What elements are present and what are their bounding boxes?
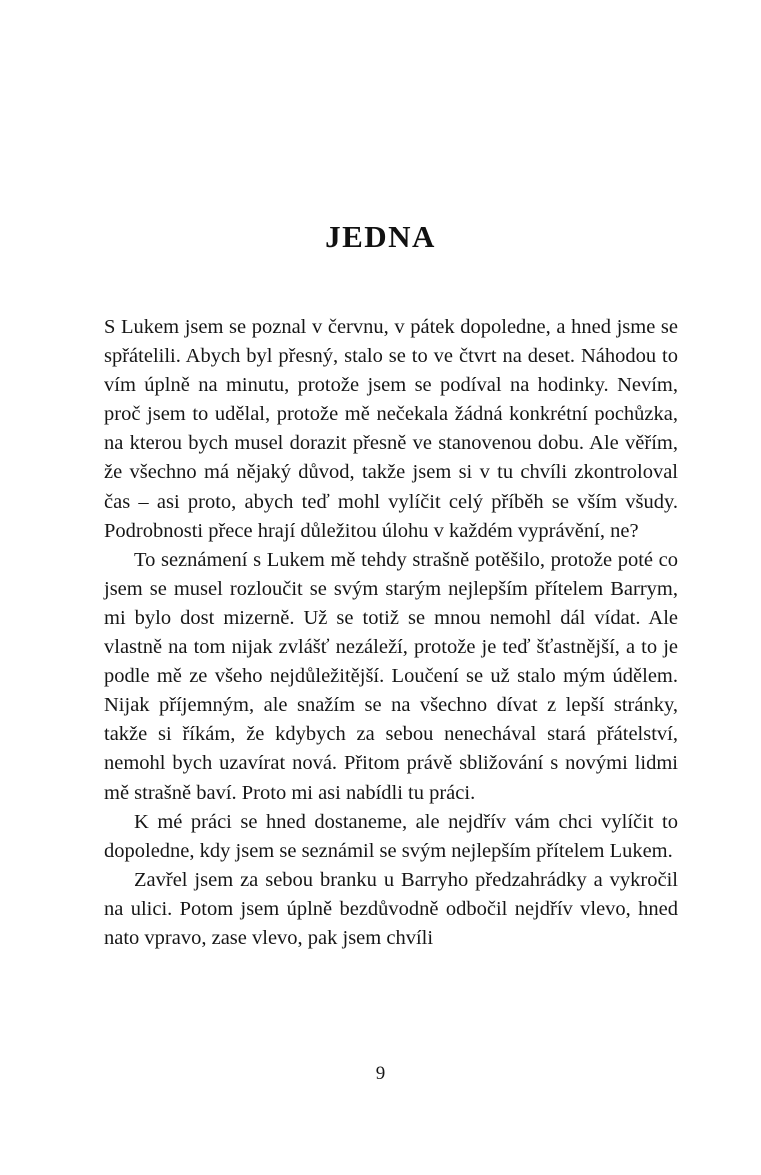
paragraph: S Lukem jsem se poznal v červnu, v pátek dopoledne, a hned jsme se spřátelili. Abych byl přesný, stalo se to ve čtvrt na deset. Náhodou to vím úplně na minutu, protože jsem se podíval na hodinky. Nevím, proč jsem to udělal, protože mě nečekala žádná konkrétní pochůzka, na kterou bych musel dorazit přesně ve stanovenou dobu. Ale věřím, že všechno má nějaký důvod, takže jsem si v tu chvíli zkontroloval čas – asi proto, abych teď mohl vylíčit celý příběh se vším všudy. Podrobnosti přece hrají důležitou úlohu v každém vyprávění, ne? [104,316,678,542]
paragraph: K mé práci se hned dostaneme, ale nejdřív vám chci vylíčit to dopoledne, kdy jsem se seznámil se svým nejlepším přítelem Lukem. [104,810,678,862]
paragraph: Zavřel jsem za sebou branku u Barryho předzahrádky a vykročil na ulici. Potom jsem úplně bezdůvodně odbočil nejdřív vlevo, hned nato vpravo, zase vlevo, pak jsem chvíli [104,868,678,949]
page-number: 9 [375,1063,386,1084]
body-text [104,313,678,953]
chapter-title: JEDNA [325,219,436,254]
paragraph: To seznámení s Lukem mě tehdy strašně potěšilo, protože poté co jsem se musel rozloučit se svým starým nejlepším přítelem Barrym, mi bylo dost mizerně. Už se totiž se mnou nemohl dál vídat. Ale vlastně na tom nijak zvlášť nezáleží, protože je teď šťastnější, a to je podle mě ze všeho nejdůležitější. Loučení se už stalo mým údělem. Nijak příjemným, ale snažím se na všechno dívat z lepší stránky, takže si říkám, že kdybych za sebou nenechával stará přátelství, nemohl bych uzavírat nová. Přitom právě sbližování s novými lidmi mě strašně baví. Proto mi asi nabídli tu práci. [104,548,678,804]
